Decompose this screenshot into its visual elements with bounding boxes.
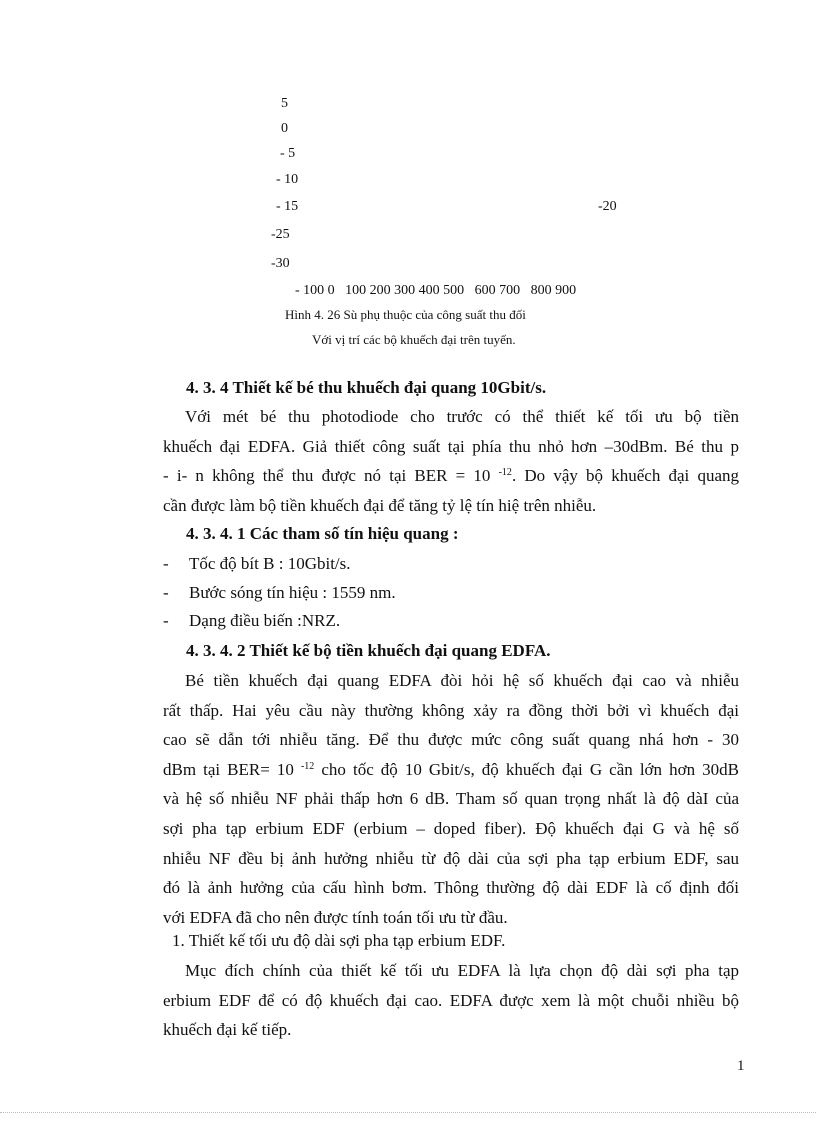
y-tick-label: 5 bbox=[281, 96, 288, 111]
paragraph-line: và hệ số nhiễu NF phải thấp hơn 6 dB. Tham số quan trọng nhất là độ dàI của bbox=[163, 789, 739, 809]
y-extra-label: -20 bbox=[598, 199, 617, 214]
page-number: 1 bbox=[737, 1058, 745, 1074]
paragraph-line: cao sẽ dẫn tới nhiễu tăng. Để thu được mức công suất quang nhá hơn - 30 bbox=[163, 730, 739, 750]
y-tick-label: -30 bbox=[271, 256, 290, 271]
paragraph-line: nhiễu NF đều bị ảnh hưởng nhiễu từ độ dài của sợi pha tạp erbium EDF, sau bbox=[163, 848, 739, 868]
superscript: -12 bbox=[498, 467, 512, 479]
page-bottom-border bbox=[0, 1112, 816, 1113]
paragraph-line: dBm tại BER= 10 $^{-12}$ cho tốc độ 10 Gbit/s, độ khuếch đại G cần lớn hơn 30dB bbox=[163, 759, 739, 779]
y-tick-label: -25 bbox=[271, 227, 290, 242]
figure-caption-title: Hình 4. 26 Sù phụ thuộc của công suất thu đối bbox=[285, 307, 526, 322]
section-heading: 4. 3. 4 Thiết kế bé thu khuếch đại quang 10Gbit/s. bbox=[186, 378, 547, 397]
superscript: -12 bbox=[300, 760, 315, 772]
paragraph-line: Mục đích chính của thiết kế tối ưu EDFA là lựa chọn độ dài sợi pha tạp bbox=[185, 961, 739, 980]
x-tick-labels: - 100 0 100 200 300 400 500 600 700 800 900 bbox=[295, 283, 577, 298]
figure-caption-subtitle: Với vị trí các bộ khuếch đại trên tuyến. bbox=[312, 332, 516, 347]
paragraph-line: Bé tiền khuếch đại quang EDFA đòi hỏi hệ số khuếch đại cao và nhiễu bbox=[185, 671, 739, 690]
paragraph-line: đó là ảnh hưởng của cấu hình bơm. Thông thường độ dài EDF là cố định đối bbox=[163, 878, 739, 898]
paragraph-line: erbium EDF để có độ khuếch đại cao. EDFA được xem là một chuỗi nhiều bộ bbox=[163, 990, 739, 1010]
paragraph-line: cần được làm bộ tiền khuếch đại để tăng tỷ lệ tín hiệ trên nhiễu. bbox=[163, 495, 597, 515]
bullet-item: - Tốc độ bít B : 10Gbit/s. bbox=[163, 554, 351, 573]
paragraph bbox=[163, 666, 739, 932]
paragraph-line: với EDFA đã cho nên được tính toán tối ưu từ đầu. bbox=[163, 907, 508, 927]
paragraph-line: khuếch đại EDFA. Giả thiết công suất tại phía thu nhỏ hơn –30dBm. Bé thu p bbox=[163, 436, 739, 456]
y-tick-label: - 15 bbox=[276, 199, 299, 214]
paragraph-line: sợi pha tạp erbium EDF (erbium – doped fiber). Độ khuếch đại G và hệ số bbox=[163, 818, 739, 838]
y-tick-label: 0 bbox=[281, 121, 288, 136]
y-tick-label: - 5 bbox=[280, 146, 296, 161]
bullet-item: - Dạng điều biến :NRZ. bbox=[163, 611, 341, 630]
section-heading: 4. 3. 4. 2 Thiết kế bộ tiền khuếch đại quang EDFA. bbox=[186, 641, 551, 660]
list-item-label: 1. Thiết kế tối ưu độ dài sợi pha tạp erbium EDF. bbox=[172, 931, 506, 950]
paragraph-line: khuếch đại kế tiếp. bbox=[163, 1020, 292, 1040]
y-tick-label: - 10 bbox=[276, 172, 299, 187]
paragraph bbox=[163, 402, 739, 520]
bullet-item: - Bước sóng tín hiệu : 1559 nm. bbox=[163, 583, 396, 602]
paragraph-line: rất thấp. Hai yêu cầu này thường không xảy ra đồng thời bởi vì khuếch đại bbox=[163, 700, 739, 720]
paragraph bbox=[163, 956, 739, 1045]
paragraph-line: - i- n không thể thu được nó tại BER = 10 $^{-12}$. Do vậy bộ khuếch đại quang bbox=[163, 466, 739, 486]
paragraph-line: Với mét bé thu photodiode cho trước có thể thiết kế tối ưu bộ tiền bbox=[185, 407, 739, 426]
section-heading: 4. 3. 4. 1 Các tham số tín hiệu quang : bbox=[186, 524, 459, 543]
